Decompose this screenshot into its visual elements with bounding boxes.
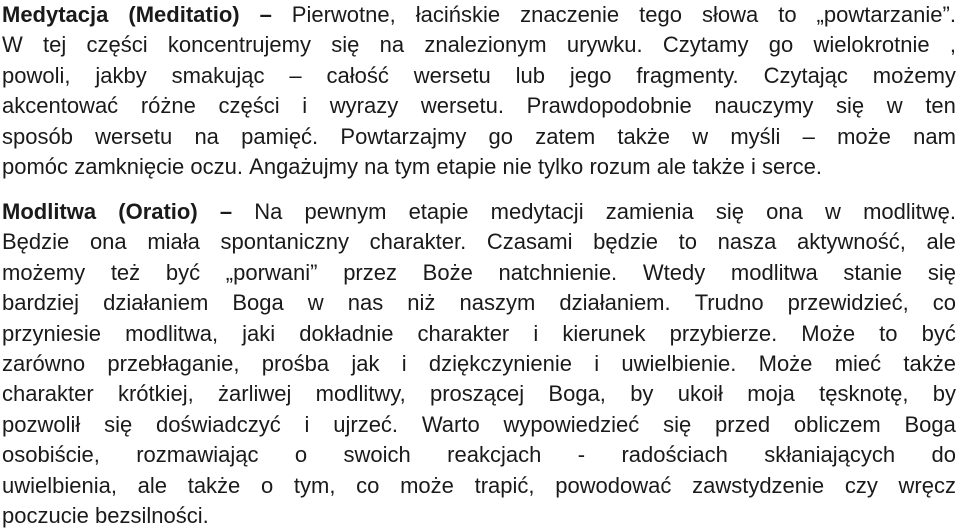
word: się bbox=[663, 411, 692, 437]
text-line bbox=[2, 471, 956, 501]
word: pozwolił bbox=[2, 411, 81, 437]
word: Boga bbox=[904, 411, 956, 437]
word: w bbox=[692, 123, 709, 149]
word: części bbox=[86, 32, 148, 58]
word: Pierwotne, bbox=[291, 2, 396, 27]
word: nas bbox=[347, 290, 384, 316]
word: przed bbox=[715, 411, 771, 437]
word: i bbox=[304, 411, 310, 437]
word: ona bbox=[766, 199, 803, 224]
word: dziękczynienie bbox=[428, 351, 572, 376]
word: zamknięcie bbox=[74, 154, 185, 179]
bold-heading-word: (Oratio) bbox=[118, 199, 198, 224]
word: jaki bbox=[242, 320, 276, 346]
word: spontaniczny bbox=[220, 229, 349, 255]
word: powoli, bbox=[2, 62, 71, 88]
word: nauczymy bbox=[714, 93, 814, 119]
word: - bbox=[577, 442, 586, 468]
word: „porwani” bbox=[225, 259, 318, 285]
word: w bbox=[825, 199, 841, 224]
word: – bbox=[802, 123, 815, 149]
word: krótkiej, bbox=[117, 381, 194, 407]
text-line bbox=[2, 227, 956, 257]
word: Będzie bbox=[2, 229, 70, 255]
word: także bbox=[903, 351, 956, 376]
word: łacińskie bbox=[415, 2, 501, 27]
word: tym bbox=[394, 154, 431, 179]
word: wielokrotnie bbox=[813, 32, 930, 58]
word: na bbox=[364, 154, 389, 179]
word: W bbox=[2, 32, 23, 58]
word: wyrazy bbox=[329, 93, 399, 119]
word: Prawdopodobnie bbox=[526, 93, 692, 119]
word: tej bbox=[43, 32, 67, 58]
word: przewidzieć, bbox=[787, 290, 909, 316]
word: czy bbox=[844, 472, 878, 498]
word: sposób bbox=[2, 123, 73, 149]
word: przyniesie bbox=[2, 320, 102, 346]
word: moja bbox=[747, 381, 795, 407]
bold-heading-word: – bbox=[259, 2, 272, 27]
word: się bbox=[715, 199, 745, 224]
word: i bbox=[533, 320, 539, 346]
word: pewnym bbox=[304, 199, 387, 224]
word: rozmawiając bbox=[136, 442, 259, 468]
word: być bbox=[921, 320, 956, 346]
word: charakter bbox=[2, 381, 94, 407]
word: także bbox=[187, 472, 241, 498]
word: to bbox=[778, 2, 797, 27]
word: modlitwa, bbox=[125, 320, 219, 346]
word: i bbox=[302, 93, 308, 119]
text-line bbox=[2, 349, 956, 379]
word: i bbox=[401, 351, 407, 376]
word: się bbox=[104, 411, 133, 437]
word: Boga, bbox=[548, 381, 606, 407]
word: zarówno bbox=[2, 351, 86, 376]
word: wręcz bbox=[898, 472, 956, 498]
word: lub bbox=[515, 62, 546, 88]
word: przez bbox=[343, 259, 397, 285]
word: modlitwę. bbox=[863, 199, 956, 224]
word: stanie bbox=[843, 259, 903, 285]
word: pomóc bbox=[2, 154, 69, 179]
word: ale bbox=[656, 154, 687, 179]
word: akcentować bbox=[2, 93, 119, 119]
word: charakter. bbox=[369, 229, 467, 255]
word: różne bbox=[140, 93, 196, 119]
word: etapie bbox=[436, 154, 497, 179]
word: do bbox=[931, 442, 956, 468]
word: charakter bbox=[417, 320, 510, 346]
text-line bbox=[2, 501, 956, 531]
word: Może bbox=[758, 351, 813, 376]
word: Na bbox=[254, 199, 283, 224]
word: by bbox=[932, 381, 956, 407]
word: uwielbienie. bbox=[621, 351, 737, 376]
word: części bbox=[218, 93, 280, 119]
text-line bbox=[2, 288, 956, 318]
word: zamienia bbox=[605, 199, 694, 224]
word: działaniem bbox=[103, 290, 209, 316]
word: możemy bbox=[2, 259, 86, 285]
word: także bbox=[692, 154, 745, 179]
word: w bbox=[307, 290, 324, 316]
word: tylko bbox=[538, 154, 584, 179]
word: rozum bbox=[589, 154, 651, 179]
word: nam bbox=[913, 123, 956, 149]
word: koncentrujemy bbox=[167, 32, 311, 58]
word: Boże bbox=[422, 259, 473, 285]
word: smakując bbox=[171, 62, 265, 88]
word: aktywność, bbox=[797, 229, 906, 255]
word: myśli bbox=[730, 123, 781, 149]
word: swoich bbox=[343, 442, 411, 468]
word: medytacji bbox=[490, 199, 584, 224]
word: , bbox=[949, 32, 956, 58]
word: ten bbox=[925, 93, 956, 119]
word: także bbox=[617, 123, 670, 149]
word: znalezionym bbox=[424, 32, 547, 58]
word: Może bbox=[801, 320, 856, 346]
word: może bbox=[837, 123, 891, 149]
word: nasza bbox=[717, 229, 777, 255]
word: Wtedy bbox=[642, 259, 706, 285]
word: wersetu. bbox=[420, 93, 504, 119]
word: Czytając bbox=[763, 62, 848, 88]
word: skłaniających bbox=[764, 442, 896, 468]
word: się bbox=[927, 259, 956, 285]
word: w bbox=[886, 93, 903, 119]
word: Czytamy bbox=[662, 32, 749, 58]
word: serce. bbox=[762, 154, 822, 179]
word: radościach bbox=[621, 442, 728, 468]
word: być bbox=[165, 259, 201, 285]
word: tęsknotę, bbox=[819, 381, 909, 407]
bold-heading-word: (Meditatio) bbox=[128, 2, 240, 27]
word: możemy bbox=[872, 62, 956, 88]
word: natchnienie. bbox=[498, 259, 618, 285]
text-line bbox=[2, 61, 956, 91]
word: wersetu bbox=[95, 123, 173, 149]
word: znaczenie bbox=[520, 2, 620, 27]
word: ukoił bbox=[677, 381, 723, 407]
word: będzie bbox=[593, 229, 658, 255]
word: wersetu bbox=[413, 62, 491, 88]
word: – bbox=[289, 62, 302, 88]
word: miała bbox=[147, 229, 200, 255]
word: obliczem bbox=[793, 411, 881, 437]
word: zawstydzenie bbox=[692, 472, 825, 498]
word: to bbox=[879, 320, 898, 346]
word: modlitwy, bbox=[315, 381, 406, 407]
word: wypowiedzieć bbox=[503, 411, 640, 437]
word: fragmenty. bbox=[636, 62, 739, 88]
text-line bbox=[2, 410, 956, 440]
word: urywku. bbox=[566, 32, 643, 58]
text-line bbox=[2, 122, 956, 152]
word: go bbox=[768, 32, 794, 58]
word: co bbox=[932, 290, 956, 316]
word: o bbox=[294, 442, 308, 468]
word: nie bbox=[502, 154, 532, 179]
word: to bbox=[678, 229, 697, 255]
word: przebłaganie, bbox=[107, 351, 240, 376]
word: i bbox=[750, 154, 756, 179]
word: poczucie bbox=[2, 503, 89, 528]
word: doświadczyć bbox=[156, 411, 281, 437]
word: kierunek bbox=[562, 320, 646, 346]
word: Trudno bbox=[694, 290, 764, 316]
word: reakcjach bbox=[447, 442, 542, 468]
word: uwielbienia, bbox=[2, 472, 117, 498]
word: całość bbox=[326, 62, 389, 88]
word: bezsilności. bbox=[95, 503, 209, 528]
word: mieć bbox=[834, 351, 882, 376]
word: prośba bbox=[261, 351, 330, 376]
word: ale bbox=[137, 472, 168, 498]
word: Angażujmy bbox=[249, 154, 358, 179]
word: proszącej bbox=[430, 381, 525, 407]
word: go bbox=[488, 123, 514, 149]
word: modlitwa bbox=[730, 259, 818, 285]
text-line bbox=[2, 0, 956, 30]
word: jak bbox=[351, 351, 380, 376]
text-line bbox=[2, 379, 956, 409]
word: słowa bbox=[701, 2, 759, 27]
word: Boga bbox=[232, 290, 284, 316]
word: przybierze. bbox=[669, 320, 778, 346]
word: trapić, bbox=[474, 472, 535, 498]
word: dokładnie bbox=[299, 320, 394, 346]
bold-heading-word: Medytacja bbox=[2, 2, 109, 27]
word: powodować bbox=[555, 472, 672, 498]
word: żarliwej bbox=[218, 381, 292, 407]
word: tym, bbox=[293, 472, 336, 498]
word: też bbox=[110, 259, 141, 285]
word: ale bbox=[926, 229, 956, 255]
word: tego bbox=[639, 2, 682, 27]
word: Czasami bbox=[486, 229, 573, 255]
word: oczu. bbox=[190, 154, 243, 179]
word: jego bbox=[569, 62, 612, 88]
text-line bbox=[2, 152, 956, 182]
word: „powtarzanie”. bbox=[816, 2, 956, 27]
text-line bbox=[2, 440, 956, 470]
word: niż bbox=[407, 290, 436, 316]
text-line bbox=[2, 319, 956, 349]
text-line bbox=[2, 91, 956, 121]
bold-heading-word: – bbox=[219, 199, 233, 224]
bold-heading-word: Modlitwa bbox=[2, 199, 97, 224]
text-line bbox=[2, 30, 956, 60]
word: pamięć. bbox=[241, 123, 319, 149]
word: by bbox=[630, 381, 654, 407]
word: jakby bbox=[95, 62, 147, 88]
word: na bbox=[379, 32, 405, 58]
word: etapie bbox=[408, 199, 469, 224]
word: może bbox=[400, 472, 454, 498]
word: ujrzeć. bbox=[333, 411, 399, 437]
word: zatem bbox=[535, 123, 596, 149]
word: ona bbox=[89, 229, 127, 255]
text-line bbox=[2, 258, 956, 288]
word: się bbox=[836, 93, 865, 119]
word: Warto bbox=[421, 411, 480, 437]
word: osobiście, bbox=[2, 442, 100, 468]
word: działaniem. bbox=[559, 290, 671, 316]
text-line bbox=[2, 197, 956, 227]
word: Powtarzajmy bbox=[340, 123, 467, 149]
word: bardziej bbox=[2, 290, 80, 316]
word: naszym bbox=[459, 290, 536, 316]
word: się bbox=[331, 32, 360, 58]
word: o bbox=[260, 472, 274, 498]
word: na bbox=[194, 123, 219, 149]
word: co bbox=[356, 472, 380, 498]
word: i bbox=[594, 351, 600, 376]
